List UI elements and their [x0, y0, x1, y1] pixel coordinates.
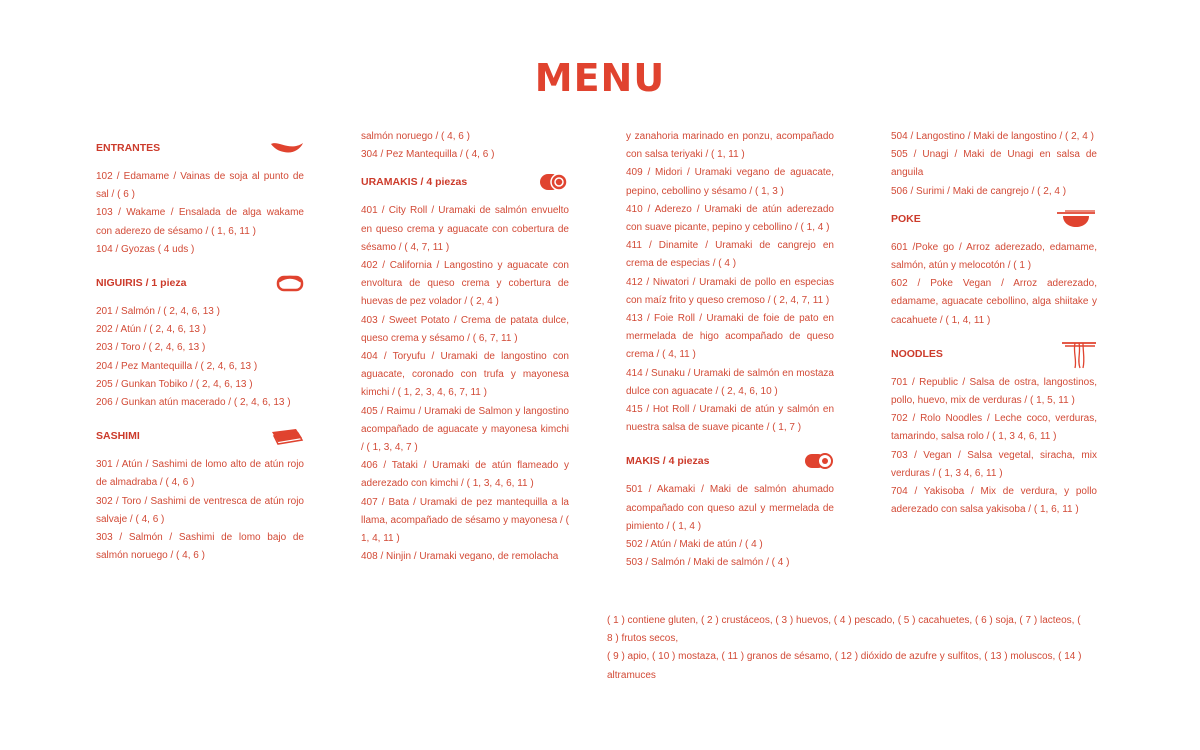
uramaki-icon: [539, 172, 569, 192]
menu-item: 402 / California / Langostino y aguacate con envoltura de queso crema y cobertura de huevas de pez volador / ( 2, 4 ): [361, 260, 569, 308]
maki-icon: [804, 451, 834, 471]
menu-column-4: [891, 128, 1097, 519]
section-title-sashimi: SASHIMI: [96, 430, 140, 443]
menu-column-3: [626, 128, 834, 572]
menu-item: 504 / Langostino / Maki de langostino / ( 2, 4 ): [891, 131, 1094, 142]
menu-item: 203 / Toro / ( 2, 4, 6, 13 ): [96, 342, 206, 354]
menu-item: 703 / Vegan / Salsa vegetal, siracha, mix verduras / ( 1, 3 4, 6, 11 ): [891, 449, 1097, 479]
menu-item: 408 / Ninjin / Uramaki vegano, de remolacha: [361, 551, 559, 563]
menu-item: 505 / Unagi / Maki de Unagi en salsa de anguila: [891, 149, 1097, 179]
section-header-sashimi: [96, 426, 304, 446]
section-header-makis: [626, 451, 834, 471]
menu-item: 506 / Surimi / Maki de cangrejo / ( 2, 4 ): [891, 185, 1067, 197]
section-header-uramakis: [361, 172, 569, 192]
section-header-entrantes: [96, 138, 304, 158]
menu-item: 409 / Midori / Uramaki vegano de aguacate, pepino, cebollino y sésamo / ( 1, 3 ): [626, 167, 834, 197]
menu-item: 201 / Salmón / ( 2, 4, 6, 13 ): [96, 306, 220, 318]
nigiri-icon: [276, 273, 304, 293]
menu-item: 701 / Republic / Salsa de ostra, langostinos, pollo, huevo, mix de verduras / ( 1, 5, 11 ): [891, 376, 1097, 407]
menu-column-2: [361, 128, 569, 566]
section-header-poke: [891, 209, 1097, 229]
section-title-uramakis: URAMAKIS / 4 piezas: [361, 176, 468, 189]
section-title-noodles: NOODLES: [891, 347, 943, 360]
menu-item: 406 / Tataki / Uramaki de atún flameado y aderezado con kimchi / ( 1, 3, 4, 6, 11 ): [361, 460, 569, 490]
menu-item: 412 / Niwatori / Uramaki de pollo en especias con maíz frito y queso cremoso / ( 2, 4, 7, 11 ): [626, 276, 834, 306]
menu-item: 407 / Bata / Uramaki de pez mantequilla a la llama, acompañado de sésamo y mayonesa / ( 1, 4, 11 ): [361, 496, 569, 545]
menu-column-1: [96, 128, 304, 565]
section-header-noodles: [891, 344, 1097, 364]
menu-item: 202 / Atún / ( 2, 4, 6, 13 ): [96, 324, 207, 336]
chopsticks-icon: [1061, 340, 1097, 370]
menu-item: 602 / Poke Vegan / Arroz aderezado, edamame, aguacate cebollino, alga shiitake y cacahuete / ( 1, 4, 11 ): [891, 278, 1097, 326]
menu-item: 302 / Toro / Sashimi de ventresca de atún rojo salvaje / ( 4, 6 ): [96, 495, 304, 525]
menu-item: 204 / Pez Mantequilla / ( 2, 4, 6, 13 ): [96, 360, 258, 372]
allergen-legend-line: ( 1 ) contiene gluten, ( 2 ) crustáceos, ( 3 ) huevos, ( 4 ) pescado, ( 5 ) cacahuetes, ( 6 ) soja, ( 7 ) lacteos, ( 8 ) frutos secos,: [607, 615, 1081, 645]
menu-item: 704 / Yakisoba / Mix de verdura, y pollo aderezado con salsa yakisoba / ( 1, 6, 11 ): [891, 486, 1097, 516]
menu-item: 102 / Edamame / Vainas de soja al punto de sal / ( 6 ): [96, 171, 304, 201]
menu-item: 104 / Gyozas ( 4 uds ): [96, 243, 195, 255]
menu-item: 410 / Aderezo / Uramaki de atún aderezado con suave picante, pepino y cebollino / ( 1, 4 ): [626, 203, 834, 234]
section-title-entrantes: ENTRANTES: [96, 142, 161, 154]
menu-item: 601 /Poke go / Arroz aderezado, edamame, salmón, atún y melocotón / ( 1 ): [891, 241, 1097, 272]
menu-item: 702 / Rolo Noodles / Leche coco, verduras, tamarindo, salsa rolo / ( 1, 3 4, 6, 11 ): [891, 413, 1097, 443]
menu-item-continued: salmón noruego / ( 4, 6 ): [361, 131, 470, 142]
edamame-icon: [270, 138, 304, 156]
menu-item: 205 / Gunkan Tobiko / ( 2, 4, 6, 13 ): [96, 378, 253, 390]
menu-item: 405 / Raimu / Uramaki de Salmon y langostino acompañado de aguacate y mayonesa kimchi / ( 1, 3, 4, 7 ): [361, 405, 569, 454]
section-header-niguiris: [96, 273, 304, 293]
sashimi-icon: [270, 426, 304, 446]
section-title-niguiris: NIGUIRIS / 1 pieza: [96, 277, 187, 290]
menu-item: 303 / Salmón / Sashimi de lomo bajo de salmón noruego / ( 4, 6 ): [96, 532, 304, 562]
menu-item: 301 / Atún / Sashimi de lomo alto de atún rojo de almadraba / ( 4, 6 ): [96, 459, 304, 489]
allergen-legend: [607, 612, 1087, 685]
menu-item: 401 / City Roll / Uramaki de salmón envuelto en queso crema y aguacate con cobertura de sésamo / ( 4, 7, 11 ): [361, 205, 569, 253]
menu-item: 501 / Akamaki / Maki de salmón ahumado acompañado con queso azul y mermelada de pimiento / ( 1, 4 ): [626, 484, 834, 532]
menu-item: 503 / Salmón / Maki de salmón / ( 4 ): [626, 557, 790, 569]
menu-item: 404 / Toryufu / Uramaki de langostino con aguacate, coronado con trufa y mayonesa kimchi / ( 1, 2, 3, 4, 6, 7, 11 ): [361, 351, 569, 399]
menu-title: MENU: [534, 56, 666, 100]
menu-item: 415 / Hot Roll / Uramaki de atún y salmón en nuestra salsa de suave picante / ( 1, 7 ): [626, 404, 834, 434]
menu-item: 103 / Wakame / Ensalada de alga wakame con aderezo de sésamo / ( 1, 6, 11 ): [96, 207, 304, 237]
menu-item: 304 / Pez Mantequilla / ( 4, 6 ): [361, 149, 495, 161]
menu-item-continued: y zanahoria marinado en ponzu, acompañado con salsa teriyaki / ( 1, 11 ): [626, 131, 834, 161]
section-title-poke: POKE: [891, 212, 921, 225]
bowl-icon: [1055, 209, 1097, 229]
menu-item: 403 / Sweet Potato / Crema de patata dulce, queso crema y sésamo / ( 6, 7, 11 ): [361, 314, 569, 344]
menu-item: 413 / Foie Roll / Uramaki de foie de pato en mermelada de higo acompañado de queso crema / ( 4, 11 ): [626, 313, 834, 361]
section-title-makis: MAKIS / 4 piezas: [626, 455, 710, 468]
menu-item: 206 / Gunkan atún macerado / ( 2, 4, 6, 13 ): [96, 397, 291, 409]
menu-item: 411 / Dinamite / Uramaki de cangrejo en crema de especias / ( 4 ): [626, 240, 834, 270]
menu-item: 502 / Atún / Maki de atún / ( 4 ): [626, 539, 763, 551]
menu-item: 414 / Sunaku / Uramaki de salmón en mostaza dulce con aguacate / ( 2, 4, 6, 10 ): [626, 367, 834, 397]
allergen-legend-line: ( 9 ) apio, ( 10 ) mostaza, ( 11 ) granos de sésamo, ( 12 ) dióxido de azufre y sulfitos, ( 13 ) moluscos, ( 14 ) altramuces: [607, 651, 1082, 681]
